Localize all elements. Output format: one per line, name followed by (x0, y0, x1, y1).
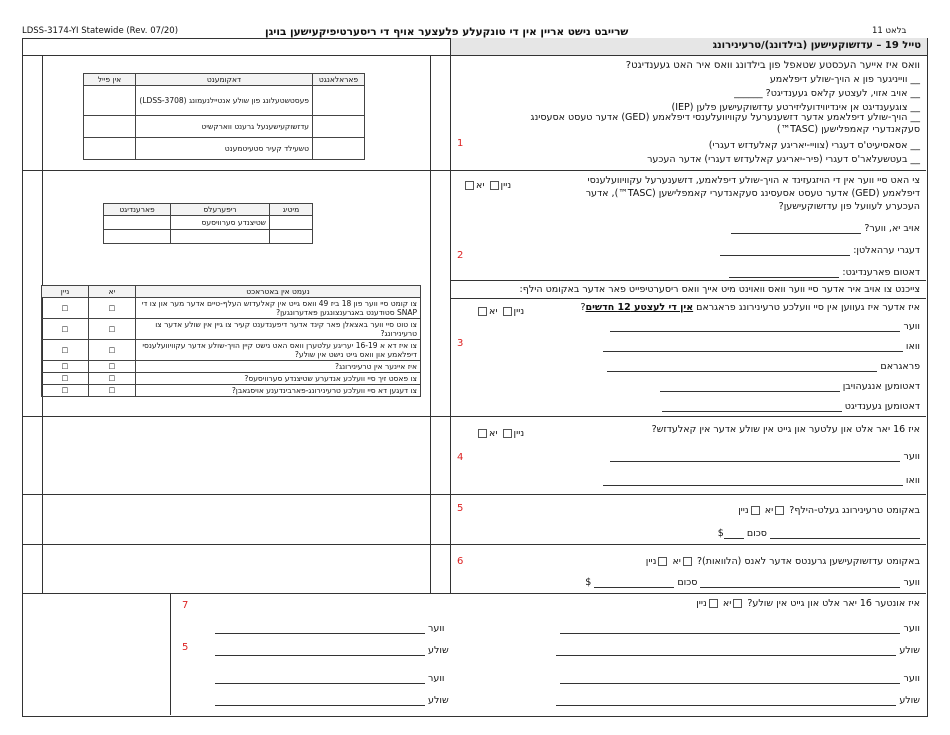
q3-where-row (603, 340, 920, 352)
attach-note: צייכנט צו אויב איר אדער סיי ווער וואס וואוינט מיט אייך וואס ריסערטיפייט פאר אדער באקומט הילף: (519, 284, 920, 295)
table2-cell[interactable] (104, 216, 171, 230)
q4-number: 4 (457, 452, 464, 463)
page-title: שרייבט נישט אריין אין די טונקעלע פלעצער אויף די ריסערטיפיקעישען בויגן (265, 26, 629, 38)
q2-degree-label: דעגרי ערהאלטן: (853, 245, 920, 256)
q5-yes-label: יא (764, 505, 774, 516)
q6-who-row (585, 576, 920, 588)
left-gutter-right (430, 55, 431, 593)
documents-table (83, 73, 365, 160)
q2-no-label: ניין (500, 180, 512, 191)
table2-cell: שטיצנדע סערוויסעס (171, 216, 270, 230)
q7-left-school-field-2[interactable] (215, 694, 425, 706)
table3-question: צו דעגען דא סיי וועלכע טרעינירונג-פארבינדענע אויסגאבן? (136, 385, 421, 397)
considerations-table (41, 285, 421, 397)
referrals-table (103, 203, 313, 244)
q4-who-field[interactable] (610, 450, 900, 462)
q7-who-field-1[interactable] (560, 622, 900, 634)
q7-school-row-1 (556, 644, 920, 656)
q7-number: 7 (182, 600, 189, 611)
table3-header: נעמט אין באטראכט (136, 286, 421, 298)
table1-cell: טשעילד קעיר סטעיטמענט (136, 138, 313, 160)
q7-left-school-1 (215, 644, 449, 656)
q2-text: צי האט סיי ווער אין די הויזגעזינד א הויך-שולע דיפלאמע, דזשענערעל עקוויוועלענסי דיפלאמע (GED) אדער טעסט אסעסינג סעקאנדערי קאמפלישען (TASC™), אדער העכערע לעוועל פון עדזשוקעישען? (585, 175, 920, 212)
q5-sum-label: סכום (746, 528, 767, 539)
q3-program-field[interactable] (607, 360, 877, 372)
q1-opt-2: __ אויב אזוי, לעצטע קלאס געענדיגט? ______ (734, 88, 920, 99)
table3-question: צו פאסט זיך סיי וועלכע אנדערע שטיצנדע סערוויסעס? (136, 373, 421, 385)
q7-school-field-2[interactable] (556, 694, 896, 706)
q5-dollar: $ (717, 528, 724, 539)
q7-who-row-2 (560, 672, 920, 684)
q7-who-label: ווער (428, 623, 445, 634)
table3-question: איז איינער אין טרעינירונג? (136, 361, 421, 373)
q7-left-who-field-2[interactable] (215, 672, 425, 684)
table3-header: ניין (42, 286, 89, 298)
q3-yes-checkbox[interactable] (478, 307, 487, 316)
q3-no-checkbox[interactable] (503, 307, 512, 316)
q5-no-label: ניין (738, 505, 749, 516)
rule-1 (22, 170, 926, 171)
q7-who-field-2[interactable] (560, 672, 900, 684)
q3-where-label: וואו (905, 341, 920, 352)
q4-text: איז 16 יאר אלט און עלטער און גייט אין שולע אדער אין קאלעדזש? (651, 424, 920, 435)
table3-no-cell[interactable]: ☐ (42, 298, 89, 319)
table3-no-cell[interactable]: ☐ (42, 373, 89, 385)
table1-cell[interactable] (313, 116, 365, 138)
table3-yes-cell[interactable]: ☐ (89, 373, 136, 385)
table3-yes-cell[interactable]: ☐ (89, 298, 136, 319)
q3-program-row (607, 360, 920, 372)
table1-cell: עדזשוקעישענעל גרענט ווארקשיט (136, 116, 313, 138)
q1-opt-5: __ אסאסיעיט'ס דעגרי (צוויי-יאריגע קאלעדזש דעגרי) (708, 140, 920, 151)
q7-text: איז אונטער 16 יאר אלט און גייט אין שולע? (747, 598, 920, 609)
q7-school-field-1[interactable] (556, 644, 896, 656)
q6-text: באקומט עדזשוקעישען גרענטס אדער לאנס (הלוואות)? (696, 556, 920, 567)
q7-who-row-1 (560, 622, 920, 634)
q6-text-row (646, 556, 920, 567)
table2-header: מיטיג (270, 204, 313, 216)
table3-no-cell[interactable]: ☐ (42, 340, 89, 361)
q3-no-label: ניין (513, 306, 525, 317)
q1-opt-1: __ ווייניגער פון א הויך-שולע דיפלאמע (769, 74, 920, 85)
q2-degree-row (720, 244, 920, 256)
column-divider (450, 38, 451, 593)
rule-6 (22, 544, 926, 545)
q3-text-b: אין די לעצטע 12 חדשים (585, 302, 694, 313)
form-id: LDSS-3174-YI Statewide (Rev. 07/20) (22, 26, 179, 36)
q1-number: 1 (457, 138, 464, 149)
q5-sum-line (770, 527, 920, 539)
table1-header: דאקומענט (136, 74, 313, 86)
q1-opt-6: __ בעטשעלאר'ס דעגרי (פיר-יאריגע קאלעדזש דעגרי) אדער העכער (647, 154, 920, 165)
q4-yes-label: יא (489, 428, 498, 439)
q7-who-label: ווער (903, 623, 920, 634)
q6-sum-field[interactable] (594, 576, 674, 588)
table3-no-cell[interactable]: ☐ (42, 361, 89, 373)
q7-yes-label: יא (722, 598, 732, 609)
table2-cell[interactable] (270, 216, 313, 230)
table3-question: צו קומט סיי ווער פון 18 ביז 49 וואס גייט אין קאלעדזש העלף-טיים אדער מער און צו די SNAP סטודענט באגרענצונגען פאדערונגען? (136, 298, 421, 319)
table1-cell[interactable] (84, 116, 136, 138)
q7-no-label: ניין (696, 598, 707, 609)
q6-number: 6 (457, 556, 464, 567)
rule-2 (450, 280, 926, 281)
table3-question: צו טוט סיי ווער באצאלן פאר קינד אדער דיפענדענט קעיר צו גיין אין שולע אדער צו טרעינירונג? (136, 319, 421, 340)
table3-question: צו איז דא א 16-19 יעריגע עלטערן וואס האט נישט קיין הויך-שולע אדער עקוויוועלענסי דיפלאמע און וואס גייט נישט אין שולע? (136, 340, 421, 361)
q2-yesno (463, 180, 511, 191)
q3-where-field[interactable] (603, 340, 903, 352)
q7-left-school-2 (215, 694, 449, 706)
table1-cell[interactable] (313, 86, 365, 116)
q7-left-who-2 (215, 672, 445, 684)
q5-text: באקומט טרעינירונג געלט-הילף? (789, 505, 920, 516)
q3-end-row (662, 400, 920, 412)
table3-yes-cell[interactable]: ☐ (89, 319, 136, 340)
q4-where-row (603, 474, 920, 486)
q7-left-who-field-1[interactable] (215, 622, 425, 634)
table1-header: אין פייל (84, 74, 136, 86)
rule-9 (22, 593, 170, 594)
rule-4 (22, 416, 926, 417)
table2-cell (171, 230, 270, 244)
q4-no-label: ניין (513, 428, 525, 439)
q2-degree-field[interactable] (720, 244, 850, 256)
q3-start-field[interactable] (660, 380, 840, 392)
q5-text-row (738, 505, 920, 516)
q1-opt-3: __ צוגעענדיגט אן אינדיווידועליזירטע עדזשוקעישען פלען (IEP) (671, 102, 920, 113)
q3-text: איז אדער איז געווען אין סיי וועלכע טרעינירונג פראגראם אין די לעצטע 12 חדשים? (580, 302, 920, 313)
q7-left-who-1 (215, 622, 445, 634)
table3-no-cell[interactable]: ☐ (42, 319, 89, 340)
q7-who-label: ווער (428, 673, 445, 684)
q7-text-row (696, 598, 920, 609)
q3-start-row (660, 380, 920, 392)
q7-school-label: שולע (428, 645, 449, 656)
q7-school-label: שולע (428, 695, 449, 706)
page-number: בלאט 11 (872, 26, 907, 36)
q3-yes-label: יא (489, 306, 498, 317)
q4-yes-checkbox[interactable] (478, 429, 487, 438)
q2-yes-checkbox[interactable] (465, 181, 474, 190)
q4-where-label: וואו (905, 475, 920, 486)
table1-cell[interactable] (84, 138, 136, 160)
q3-end-field[interactable] (662, 400, 842, 412)
rule-7 (170, 593, 926, 594)
q6-sum-label: סכום (677, 577, 698, 588)
q1-opt-4: __ הויך-שולע דיפלאמע אדער דזשענערעל עקוויוועלענסי דיפלאמע (GED) אדער טעסט אסעסינג סעקאנדערי קאמפלישען (TASC™) (530, 112, 920, 135)
q5-sum-row (718, 527, 920, 539)
q2-who-label: אויב יא, ווער? (864, 223, 920, 234)
q3-text-a: איז אדער איז געווען אין סיי וועלכע טרעינירונג פראגראם (696, 302, 920, 313)
q2-date-field[interactable] (729, 266, 839, 278)
section-title: טייל 19 – עדזשוקעישען (בילדונג)/טרעינירונג (712, 40, 921, 51)
q2-no-checkbox[interactable] (490, 181, 499, 190)
left-top-rule (22, 55, 450, 56)
q6-yes-checkbox[interactable] (683, 557, 692, 566)
table3-yes-cell[interactable]: ☐ (89, 385, 136, 397)
table3-no-cell[interactable]: ☐ (42, 385, 89, 397)
q3-who-row (610, 320, 920, 332)
table3-header: יא (89, 286, 136, 298)
table2-cell[interactable] (104, 230, 171, 244)
q4-yesno (476, 428, 524, 439)
rule-8 (170, 593, 171, 715)
q7-left-school-field-1[interactable] (215, 644, 425, 656)
q4-no-checkbox[interactable] (503, 429, 512, 438)
q2-yes-label: יא (476, 180, 485, 191)
q7-school-label: שולע (899, 695, 920, 706)
q5-yes-checkbox[interactable] (775, 506, 784, 515)
q4-where-field[interactable] (603, 474, 903, 486)
q6-no-label: ניין (645, 556, 657, 567)
q1-text: וואס איז אייער העכסטע שטאפל פון בילדונג וואס איר האט געענדיגט? (625, 60, 920, 71)
section-title-bar (450, 38, 927, 56)
q4-who-label: ווער (903, 451, 920, 462)
q6-who-field[interactable] (700, 576, 900, 588)
table2-header: פארענדיגט (104, 204, 171, 216)
q3-who-label: ווער (903, 321, 920, 332)
table1-header: פאראלאנגט (313, 74, 365, 86)
rule-5 (22, 494, 926, 495)
q3-yesno (476, 306, 524, 317)
q7-yes-checkbox[interactable] (733, 599, 742, 608)
q2-number: 2 (457, 250, 464, 261)
q7-who-label: ווער (903, 673, 920, 684)
q3-start-label: דאטומען אנגעהויבן (842, 381, 920, 392)
table3-yes-cell[interactable]: ☐ (89, 340, 136, 361)
q6-who-label: ווער (903, 577, 920, 588)
table2-header: ריפערעלס (171, 204, 270, 216)
q5-no-checkbox[interactable] (751, 506, 760, 515)
q7-school-row-2 (556, 694, 920, 706)
rule-3 (450, 298, 926, 299)
q5-sum-field[interactable] (724, 527, 744, 539)
q6-no-checkbox[interactable] (658, 557, 667, 566)
q4-who-row (610, 450, 920, 462)
table3-yes-cell[interactable]: ☐ (89, 361, 136, 373)
q7-no-checkbox[interactable] (709, 599, 718, 608)
q2-date-row (729, 266, 920, 278)
q2-date-label: דאטום פארענדיגט: (842, 267, 920, 278)
q7-number-5: 5 (182, 642, 189, 653)
q7-school-label: שולע (899, 645, 920, 656)
q3-number: 3 (457, 338, 464, 349)
q3-end-label: דאטומען געענדיגט (844, 401, 920, 412)
table1-cell: פעסטשטעלונג פון שולע אנטיילנעמונג (LDSS-3708) (136, 86, 313, 116)
q6-yes-label: יא (672, 556, 681, 567)
table1-cell[interactable] (84, 86, 136, 116)
q6-dollar: $ (585, 577, 592, 588)
q3-program-label: פראגראם (880, 361, 920, 372)
table2-cell[interactable] (270, 230, 313, 244)
q2-who-field[interactable] (731, 222, 861, 234)
table1-cell[interactable] (313, 138, 365, 160)
q3-who-field[interactable] (610, 320, 900, 332)
q2-who-row (731, 222, 920, 234)
q5-number: 5 (457, 503, 464, 514)
